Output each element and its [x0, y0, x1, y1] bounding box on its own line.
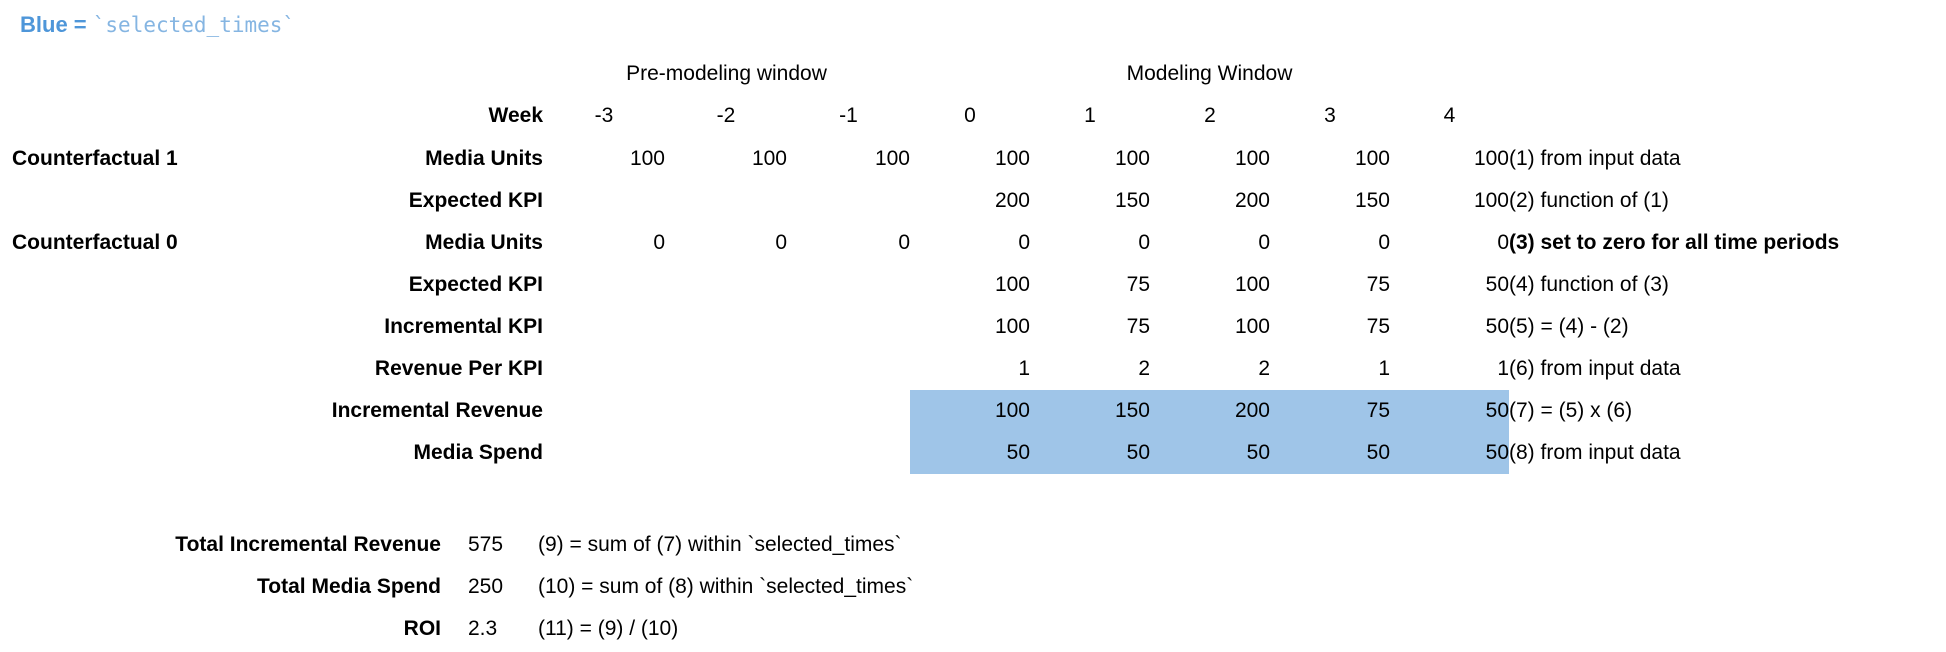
group-label: Counterfactual 0	[12, 231, 178, 254]
data-cell	[543, 390, 665, 432]
pre-modeling-window-header: Pre-modeling window	[626, 62, 827, 85]
data-cell: 1	[1378, 357, 1390, 380]
data-cell: 0	[1258, 231, 1270, 254]
group-label	[12, 390, 300, 432]
data-cell: 100	[994, 147, 1030, 170]
data-cell	[787, 264, 910, 306]
window-header-row	[12, 54, 1934, 94]
roi-calculation-table	[12, 54, 1934, 474]
row-annotation: (7) = (5) x (6)	[1509, 399, 1633, 422]
data-cell: 50	[1485, 273, 1509, 296]
spacer-cell	[1509, 54, 1934, 94]
summary-annotation: (11) = (9) / (10)	[538, 617, 679, 640]
spacer-cell	[1509, 94, 1934, 138]
legend-blue-label: Blue =	[20, 12, 87, 37]
row-annotation: (8) from input data	[1509, 441, 1681, 464]
data-cell	[543, 432, 665, 474]
row-label: Expected KPI	[408, 189, 543, 212]
table-row-incremental-revenue	[12, 390, 1934, 432]
summary-label: Total Incremental Revenue	[175, 533, 441, 556]
row-label: Media Units	[425, 231, 543, 254]
summary-value: 2.3	[468, 617, 498, 640]
row-label: Revenue Per KPI	[374, 357, 543, 380]
data-cell: 200	[994, 189, 1030, 212]
group-label	[12, 264, 300, 306]
week-cell: 3	[1324, 104, 1336, 127]
summary-value: 575	[468, 533, 504, 556]
highlighted-data-cell: 50	[1030, 432, 1150, 474]
data-cell	[665, 390, 787, 432]
data-cell: 100	[629, 147, 665, 170]
data-cell: 100	[1234, 273, 1270, 296]
group-label	[12, 432, 300, 474]
data-cell: 2	[1258, 357, 1270, 380]
table-row-media-spend	[12, 432, 1934, 474]
table-row-incremental-kpi	[12, 306, 1934, 348]
data-cell: 100	[1473, 147, 1509, 170]
summary-value: 250	[468, 575, 504, 598]
highlighted-data-cell: 50	[1390, 432, 1509, 474]
row-annotation: (5) = (4) - (2)	[1509, 315, 1629, 338]
summary-label: ROI	[403, 617, 441, 640]
data-cell	[543, 306, 665, 348]
data-cell: 75	[1366, 273, 1390, 296]
data-cell: 100	[1354, 147, 1390, 170]
data-cell	[787, 306, 910, 348]
data-cell: 1	[1018, 357, 1030, 380]
spacer-cell	[12, 94, 300, 138]
data-cell	[665, 348, 787, 390]
summary-annotation: (10) = sum of (8) within `selected_times`	[538, 575, 914, 598]
week-cell: -1	[839, 104, 858, 127]
table-row-cf0-media-units	[12, 222, 1934, 264]
summary-label: Total Media Spend	[257, 575, 441, 598]
table-row-cf1-expected-kpi	[12, 180, 1934, 222]
legend-selected-times-code: `selected_times`	[92, 13, 296, 37]
summary-block	[0, 524, 1946, 650]
legend-blue-note	[20, 12, 295, 38]
data-cell	[665, 432, 787, 474]
data-cell	[665, 306, 787, 348]
data-cell: 200	[1234, 189, 1270, 212]
data-cell	[665, 180, 787, 222]
data-cell	[787, 180, 910, 222]
data-cell	[543, 264, 665, 306]
row-label: Incremental Revenue	[331, 399, 543, 422]
data-cell: 100	[1234, 315, 1270, 338]
highlighted-data-cell: 200	[1150, 390, 1270, 432]
row-annotation: (3) set to zero for all time periods	[1509, 231, 1840, 254]
row-label: Expected KPI	[408, 273, 543, 296]
data-cell: 50	[1485, 315, 1509, 338]
group-label: Counterfactual 1	[12, 147, 178, 170]
data-cell: 75	[1366, 315, 1390, 338]
summary-row-total-incremental-revenue	[0, 524, 1946, 566]
highlighted-data-cell: 150	[1030, 390, 1150, 432]
week-cell: 0	[964, 104, 976, 127]
week-cell: 1	[1084, 104, 1096, 127]
data-cell: 75	[1126, 273, 1150, 296]
highlighted-data-cell: 50	[1150, 432, 1270, 474]
row-annotation: (4) function of (3)	[1509, 273, 1669, 296]
data-cell: 0	[653, 231, 665, 254]
data-cell: 100	[874, 147, 910, 170]
modeling-window-header: Modeling Window	[1126, 62, 1293, 85]
data-cell	[665, 264, 787, 306]
data-cell: 0	[898, 231, 910, 254]
data-cell: 100	[751, 147, 787, 170]
summary-row-roi	[0, 608, 1946, 650]
highlighted-data-cell: 50	[1270, 432, 1390, 474]
data-cell	[787, 348, 910, 390]
data-cell	[787, 432, 910, 474]
week-cell: 4	[1443, 104, 1456, 127]
data-cell	[543, 348, 665, 390]
week-cell: 2	[1204, 104, 1216, 127]
data-cell: 1	[1497, 357, 1509, 380]
data-cell	[543, 180, 665, 222]
summary-row-total-media-spend	[0, 566, 1946, 608]
table-row-cf0-expected-kpi	[12, 264, 1934, 306]
data-cell: 150	[1354, 189, 1390, 212]
row-label: Incremental KPI	[384, 315, 543, 338]
week-row	[12, 94, 1934, 138]
row-annotation: (1) from input data	[1509, 147, 1681, 170]
row-annotation: (6) from input data	[1509, 357, 1681, 380]
data-cell: 100	[1473, 189, 1509, 212]
highlighted-data-cell: 50	[1390, 390, 1509, 432]
week-row-label: Week	[488, 104, 543, 127]
table-row-revenue-per-kpi	[12, 348, 1934, 390]
data-cell: 2	[1138, 357, 1150, 380]
spacer-cell	[12, 54, 543, 94]
data-cell: 100	[994, 315, 1030, 338]
data-cell: 0	[1138, 231, 1150, 254]
data-cell: 100	[994, 273, 1030, 296]
data-cell: 0	[775, 231, 787, 254]
data-cell	[787, 390, 910, 432]
group-label	[12, 180, 300, 222]
week-cell: -2	[716, 104, 736, 127]
data-cell: 0	[1497, 231, 1509, 254]
highlighted-data-cell: 50	[910, 432, 1030, 474]
data-cell: 100	[1234, 147, 1270, 170]
summary-annotation: (9) = sum of (7) within `selected_times`	[538, 533, 902, 556]
data-cell: 0	[1018, 231, 1030, 254]
week-cell: -3	[594, 104, 614, 127]
highlighted-data-cell: 75	[1270, 390, 1390, 432]
data-cell: 100	[1114, 147, 1150, 170]
row-label: Media Spend	[413, 441, 543, 464]
data-cell: 75	[1126, 315, 1150, 338]
highlighted-data-cell: 100	[910, 390, 1030, 432]
table-row-cf1-media-units	[12, 138, 1934, 180]
group-label	[12, 348, 300, 390]
group-label	[12, 306, 300, 348]
row-label: Media Units	[425, 147, 543, 170]
data-cell: 150	[1114, 189, 1150, 212]
row-annotation: (2) function of (1)	[1509, 189, 1669, 212]
data-cell: 0	[1378, 231, 1390, 254]
